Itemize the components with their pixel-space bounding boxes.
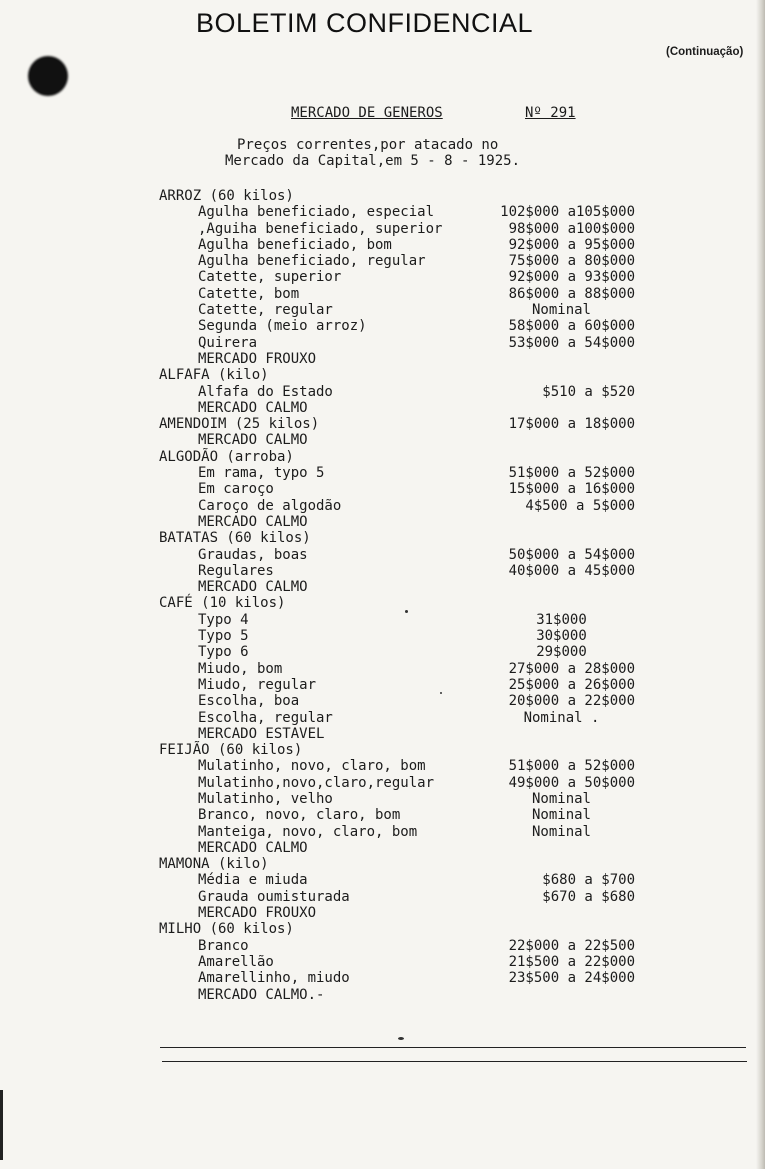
- row-label: MERCADO CALMO: [198, 399, 308, 416]
- row-label: Catette, regular: [198, 302, 333, 319]
- row-label: Agulha beneficiado, especial: [198, 204, 435, 221]
- row-price: 50$000 a 54$000: [508, 546, 635, 563]
- price-row: [0, 318, 765, 334]
- market-heading: [291, 105, 576, 121]
- commodity-heading: [0, 595, 765, 611]
- row-price: 49$000 a 50$000: [508, 774, 635, 791]
- row-label: Média e miuda: [198, 872, 308, 889]
- row-price: 23$500 a 24$000: [508, 970, 635, 987]
- row-label: MERCADO FROUXO: [198, 905, 317, 922]
- row-label: Quirera: [198, 334, 258, 351]
- row-price: 22$000 a 22$500: [508, 937, 635, 954]
- row-price: $670 a $680: [542, 888, 635, 905]
- row-price: Nominal: [531, 790, 591, 807]
- row-label: Manteiga, novo, claro, bom: [198, 823, 418, 840]
- continuation-label: (Continuação): [666, 46, 744, 58]
- price-row: [0, 824, 765, 840]
- row-label: MERCADO CALMO: [198, 513, 308, 530]
- row-label: ,Aguiha beneficiado, superior: [198, 220, 443, 237]
- row-label: Amarellinho, miudo: [198, 970, 350, 987]
- commodity-heading: [0, 449, 765, 465]
- price-row: [0, 807, 765, 823]
- row-label: Branco, novo, claro, bom: [198, 807, 401, 824]
- commodity-heading: [0, 742, 765, 758]
- price-row: [0, 872, 765, 888]
- row-price: 92$000 a 93$000: [508, 269, 635, 286]
- commodity-name: BATATAS (60 kilos): [159, 530, 311, 547]
- row-price: 51$000 a 52$000: [508, 465, 635, 482]
- row-price: 21$500 a 22$000: [508, 953, 635, 970]
- row-label: Branco: [198, 937, 249, 954]
- row-label: Typo 4: [198, 611, 249, 628]
- row-label: Regulares: [198, 562, 274, 579]
- price-row: [0, 204, 765, 220]
- row-price: Nominal: [531, 823, 591, 840]
- price-row: [0, 481, 765, 497]
- row-label: Alfafa do Estado: [198, 383, 333, 400]
- row-label: MERCADO CALMO.-: [198, 986, 325, 1003]
- row-price: 20$000 a 22$000: [508, 693, 635, 710]
- row-label: Grauda oumisturada: [198, 888, 350, 905]
- row-price: 15$000 a 16$000: [508, 481, 635, 498]
- price-row: [0, 400, 765, 416]
- row-label: Graudas, boas: [198, 546, 308, 563]
- price-row: [0, 954, 765, 970]
- row-price: Nominal: [531, 302, 591, 319]
- row-label: Typo 6: [198, 644, 249, 661]
- commodity-heading: [0, 856, 765, 872]
- price-row: [0, 710, 765, 726]
- price-row: [0, 889, 765, 905]
- commodity-name: MAMONA (kilo): [159, 856, 269, 873]
- price-row: [0, 237, 765, 253]
- price-listing: [0, 188, 765, 1003]
- row-label: Catette, bom: [198, 285, 300, 302]
- binding-mark: [0, 1090, 3, 1160]
- ink-blot-mark: [30, 58, 66, 94]
- commodity-name: MILHO (60 kilos): [159, 921, 294, 938]
- row-label: MERCADO ESTAVEL: [198, 725, 325, 742]
- commodity-name: FEIJÃO (60 kilos): [159, 742, 303, 759]
- row-label: MERCADO CALMO: [198, 839, 308, 856]
- row-label: Em caroço: [198, 481, 274, 498]
- price-row: [0, 677, 765, 693]
- row-price: 17$000 a 18$000: [508, 416, 635, 433]
- row-label: MERCADO CALMO: [198, 432, 308, 449]
- price-row: [0, 905, 765, 921]
- row-price: 75$000 a 80$000: [508, 253, 635, 270]
- row-price: 92$000 a 95$000: [508, 236, 635, 253]
- row-price: 29$000: [536, 644, 587, 661]
- row-label: MERCADO FROUXO: [198, 350, 317, 367]
- bulletin-title: BOLETIM CONFIDENCIAL: [196, 8, 534, 38]
- row-price: 51$000 a 52$000: [508, 758, 635, 775]
- row-label: Segunda (meio arroz): [198, 318, 367, 335]
- row-label: Caroço de algodão: [198, 497, 342, 514]
- row-price: 31$000: [536, 611, 587, 628]
- commodity-name: ALGODÃO (arroba): [159, 448, 294, 465]
- row-price: 102$000 a105$000: [500, 204, 635, 221]
- price-row: [0, 758, 765, 774]
- price-row: [0, 612, 765, 628]
- row-label: Catette, superior: [198, 269, 342, 286]
- price-row: [0, 661, 765, 677]
- commodity-name: CAFÉ (10 kilos): [159, 595, 286, 612]
- price-row: [0, 286, 765, 302]
- row-label: Escolha, regular: [198, 709, 333, 726]
- price-row: [0, 465, 765, 481]
- row-price: 53$000 a 54$000: [508, 334, 635, 351]
- commodity-heading: [0, 530, 765, 546]
- price-row: [0, 628, 765, 644]
- price-row: [0, 253, 765, 269]
- commodity-name: ALFAFA (kilo): [159, 367, 269, 384]
- price-row: [0, 335, 765, 351]
- price-row: [0, 514, 765, 530]
- bulletin-number: Nº 291: [525, 105, 576, 121]
- price-row: [0, 644, 765, 660]
- row-label: MERCADO CALMO: [198, 579, 308, 596]
- row-price: 40$000 a 45$000: [508, 562, 635, 579]
- price-row: [0, 547, 765, 563]
- price-row: [0, 384, 765, 400]
- row-price: Nominal: [531, 807, 591, 824]
- commodity-heading: [0, 416, 765, 432]
- price-row: [0, 221, 765, 237]
- price-row: [0, 791, 765, 807]
- price-row: [0, 840, 765, 856]
- row-label: Mulatinho,novo,claro,regular: [198, 774, 435, 791]
- price-row: [0, 563, 765, 579]
- row-label: Typo 5: [198, 628, 249, 645]
- row-price: $510 a $520: [542, 383, 635, 400]
- row-label: Em rama, typo 5: [198, 465, 325, 482]
- price-row: [0, 269, 765, 285]
- price-row: [0, 432, 765, 448]
- row-label: Amarellão: [198, 953, 274, 970]
- price-row: [0, 693, 765, 709]
- row-price: 25$000 a 26$000: [508, 676, 635, 693]
- price-row: [0, 579, 765, 595]
- intro-line-2: Mercado da Capital,em 5 - 8 - 1925.: [225, 153, 521, 169]
- price-row: [0, 987, 765, 1003]
- price-row: [0, 970, 765, 986]
- price-row: [0, 775, 765, 791]
- commodity-heading: [0, 188, 765, 204]
- price-row: [0, 498, 765, 514]
- price-intro: [225, 137, 520, 169]
- market-title: MERCADO DE GENEROS: [291, 105, 443, 121]
- row-price: 98$000 a100$000: [508, 220, 635, 237]
- row-price: $680 a $700: [542, 872, 635, 889]
- row-label: Miudo, regular: [198, 676, 317, 693]
- price-row: [0, 726, 765, 742]
- row-price: 4$500 a 5$000: [525, 497, 635, 514]
- row-price: 30$000: [536, 628, 587, 645]
- commodity-name: AMENDOIM (25 kilos): [159, 416, 320, 433]
- footer-rule-bottom: [162, 1061, 747, 1062]
- price-row: [0, 938, 765, 954]
- price-row: [0, 351, 765, 367]
- row-label: Mulatinho, novo, claro, bom: [198, 758, 426, 775]
- intro-line-1: Preços correntes,por atacado no: [237, 137, 499, 153]
- row-label: Agulha beneficiado, bom: [198, 236, 392, 253]
- ink-speck: [398, 1037, 404, 1040]
- commodity-name: ARROZ (60 kilos): [159, 188, 294, 204]
- row-label: Escolha, boa: [198, 693, 300, 710]
- ink-speck: [440, 692, 442, 694]
- row-label: Mulatinho, velho: [198, 790, 333, 807]
- commodity-heading: [0, 367, 765, 383]
- commodity-heading: [0, 921, 765, 937]
- row-label: Agulha beneficiado, regular: [198, 253, 426, 270]
- row-price: 58$000 a 60$000: [508, 318, 635, 335]
- price-row: [0, 302, 765, 318]
- row-price: 27$000 a 28$000: [508, 660, 635, 677]
- row-price: 86$000 a 88$000: [508, 285, 635, 302]
- footer-rule-top: [160, 1047, 746, 1048]
- ink-speck: [405, 610, 408, 613]
- row-label: Miudo, bom: [198, 660, 283, 677]
- row-price: Nominal .: [523, 709, 600, 726]
